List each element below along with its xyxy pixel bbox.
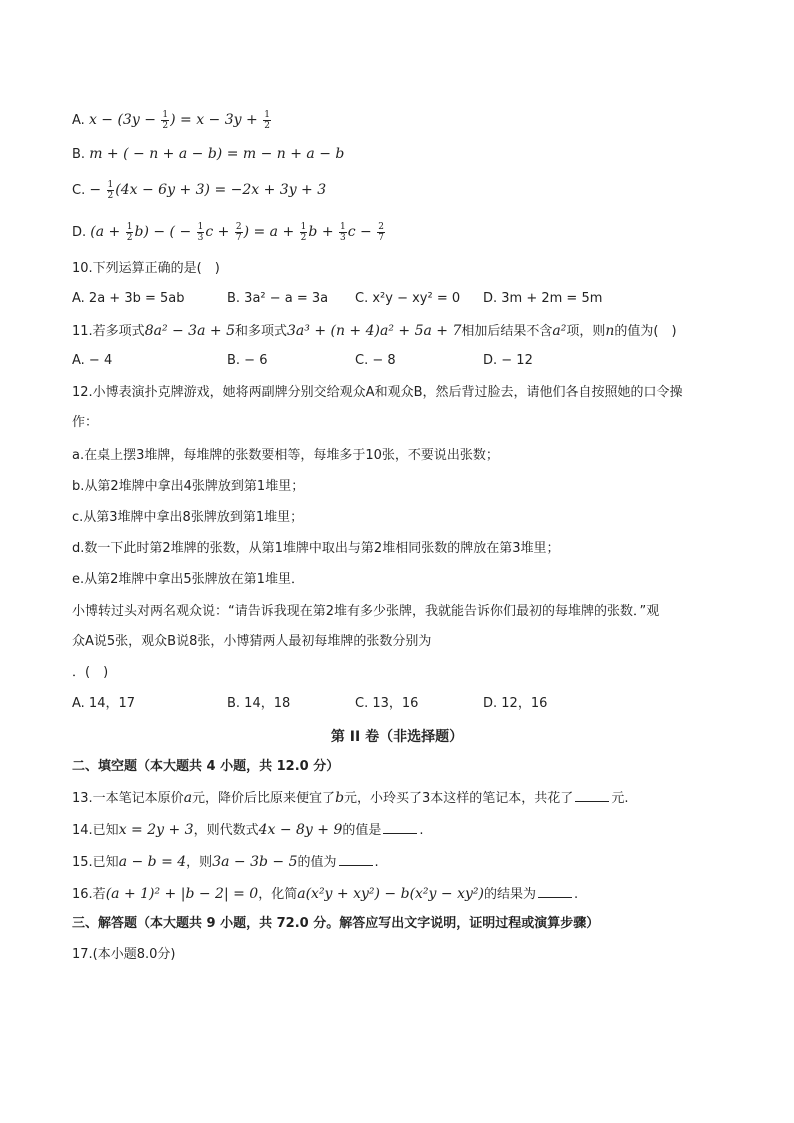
q12-tail-line3: ．( ) <box>72 665 109 680</box>
q12-step-b: b.从第2堆牌中拿出4张牌放到第1堆里； <box>72 479 305 494</box>
q12-stem-line1: 12.小博表演扑克牌游戏，她将两副牌分别交给观众A和观众B，然后背过脸去，请他们各自按照她的口令操 <box>72 385 683 400</box>
q16: 16.若(a + 1)² + |b − 2| = 0，化简a(x²y + xy²) − b(x²y − xy²)的结果为 . <box>72 886 579 902</box>
q12-step-c: c.从第3堆牌中拿出8张牌放到第1堆里； <box>72 510 304 525</box>
q11-option-b[interactable]: B. − 6 <box>227 353 268 368</box>
q12-option-d[interactable]: D. 12，16 <box>483 696 548 711</box>
q9-option-c[interactable]: C. − $\frac{1}{2}$ (4x − 6y + 3) = −2x + 3y + 3 <box>72 180 327 201</box>
part2-title: 第 II 卷（非选择题） <box>330 729 464 745</box>
q9-option-b[interactable]: B. m + ( − n + a − b) = m − n + a − b <box>72 146 345 162</box>
q15: 15.已知a − b = 4，则3a − 3b − 5的值为 . <box>72 854 379 870</box>
q10-option-a[interactable]: A. 2a + 3b = 5ab <box>72 291 185 306</box>
q11-option-d[interactable]: D. − 12 <box>483 353 533 368</box>
q11-option-a[interactable]: A. − 4 <box>72 353 113 368</box>
fraction: $\frac{2}{7}$ <box>235 222 242 243</box>
q12-step-e: e.从第2堆牌中拿出5张牌放在第1堆里． <box>72 572 304 587</box>
fraction: $\frac{1}{2}$ <box>300 222 307 243</box>
q9-option-d[interactable]: D. (a + $\frac{1}{2}$ b) − ( − $\frac{1}{3}$ c + $\frac{2}{7}$ ) = a + $\frac{1}{2}$ b + $\frac{1}{3}$ c − $\frac{2}{7}$ <box>72 222 384 243</box>
q12-options <box>72 695 547 713</box>
q11-stem: 11.若多项式8a² − 3a + 5和多项式3a³ + (n + 4)a² + 5a + 7相加后结果不含a²项，则n的值为( ) <box>72 323 677 339</box>
fraction: $\frac{1}{2}$ <box>264 110 270 131</box>
q11-option-c[interactable]: C. − 8 <box>355 353 396 368</box>
fraction: $\frac{1}{2}$ <box>107 180 114 201</box>
answer-blank[interactable] <box>339 853 373 866</box>
answer-blank[interactable] <box>575 789 609 802</box>
q11-options <box>72 352 533 370</box>
q12-option-a[interactable]: A. 14，17 <box>72 696 136 711</box>
fraction: $\frac{1}{3}$ <box>340 222 346 243</box>
q10-option-d[interactable]: D. 3m + 2m = 5m <box>483 291 603 306</box>
q17-heading: 17.(本小题8.0分) <box>72 947 176 962</box>
q12-stem-line2: 作： <box>72 415 99 430</box>
q9-option-a[interactable]: A. x − (3y − $\frac{1}{2}$ ) = x − 3y + $\frac{1}{2}$ <box>72 110 270 131</box>
q14: 14.已知x = 2y + 3，则代数式4x − 8y + 9的值是 . <box>72 822 424 838</box>
q12-option-c[interactable]: C. 13，16 <box>355 696 419 711</box>
q12-step-d: d.数一下此时第2堆牌的张数，从第1堆牌中取出与第2堆相同张数的牌放在第3堆里； <box>72 541 560 556</box>
section2-heading: 二、填空题（本大题共 4 小题，共 12.0 分） <box>72 759 340 774</box>
q10-option-b[interactable]: B. 3a² − a = 3a <box>227 291 329 306</box>
q10-options <box>72 290 602 308</box>
q12-tail-line1: 小博转过头对两名观众说：“请告诉我现在第2堆有多少张牌，我就能告诉你们最初的每堆牌的张数．”观 <box>72 604 660 619</box>
fraction: $\frac{1}{2}$ <box>126 222 133 243</box>
q13: 13.一本笔记本原价a元，降价后比原来便宜了b元，小玲买了3本这样的笔记本，共花了 元. <box>72 790 629 806</box>
answer-blank[interactable] <box>383 821 417 834</box>
q10-stem: 10.下列运算正确的是( ) <box>72 261 220 276</box>
q12-option-b[interactable]: B. 14，18 <box>227 696 291 711</box>
answer-blank[interactable] <box>538 885 572 898</box>
q12-step-a: a.在桌上摆3堆牌，每堆牌的张数要相等，每堆多于10张，不要说出张数； <box>72 448 499 463</box>
fraction: $\frac{2}{7}$ <box>378 222 384 243</box>
fraction: $\frac{1}{3}$ <box>197 222 204 243</box>
section3-heading: 三、解答题（本大题共 9 小题，共 72.0 分。解答应写出文字说明，证明过程或演算步骤） <box>72 916 600 931</box>
q10-option-c[interactable]: C. x²y − xy² = 0 <box>355 291 461 306</box>
fraction: $\frac{1}{2}$ <box>162 110 169 131</box>
q12-tail-line2: 众A说5张，观众B说8张，小博猜两人最初每堆牌的张数分别为 <box>72 634 432 649</box>
